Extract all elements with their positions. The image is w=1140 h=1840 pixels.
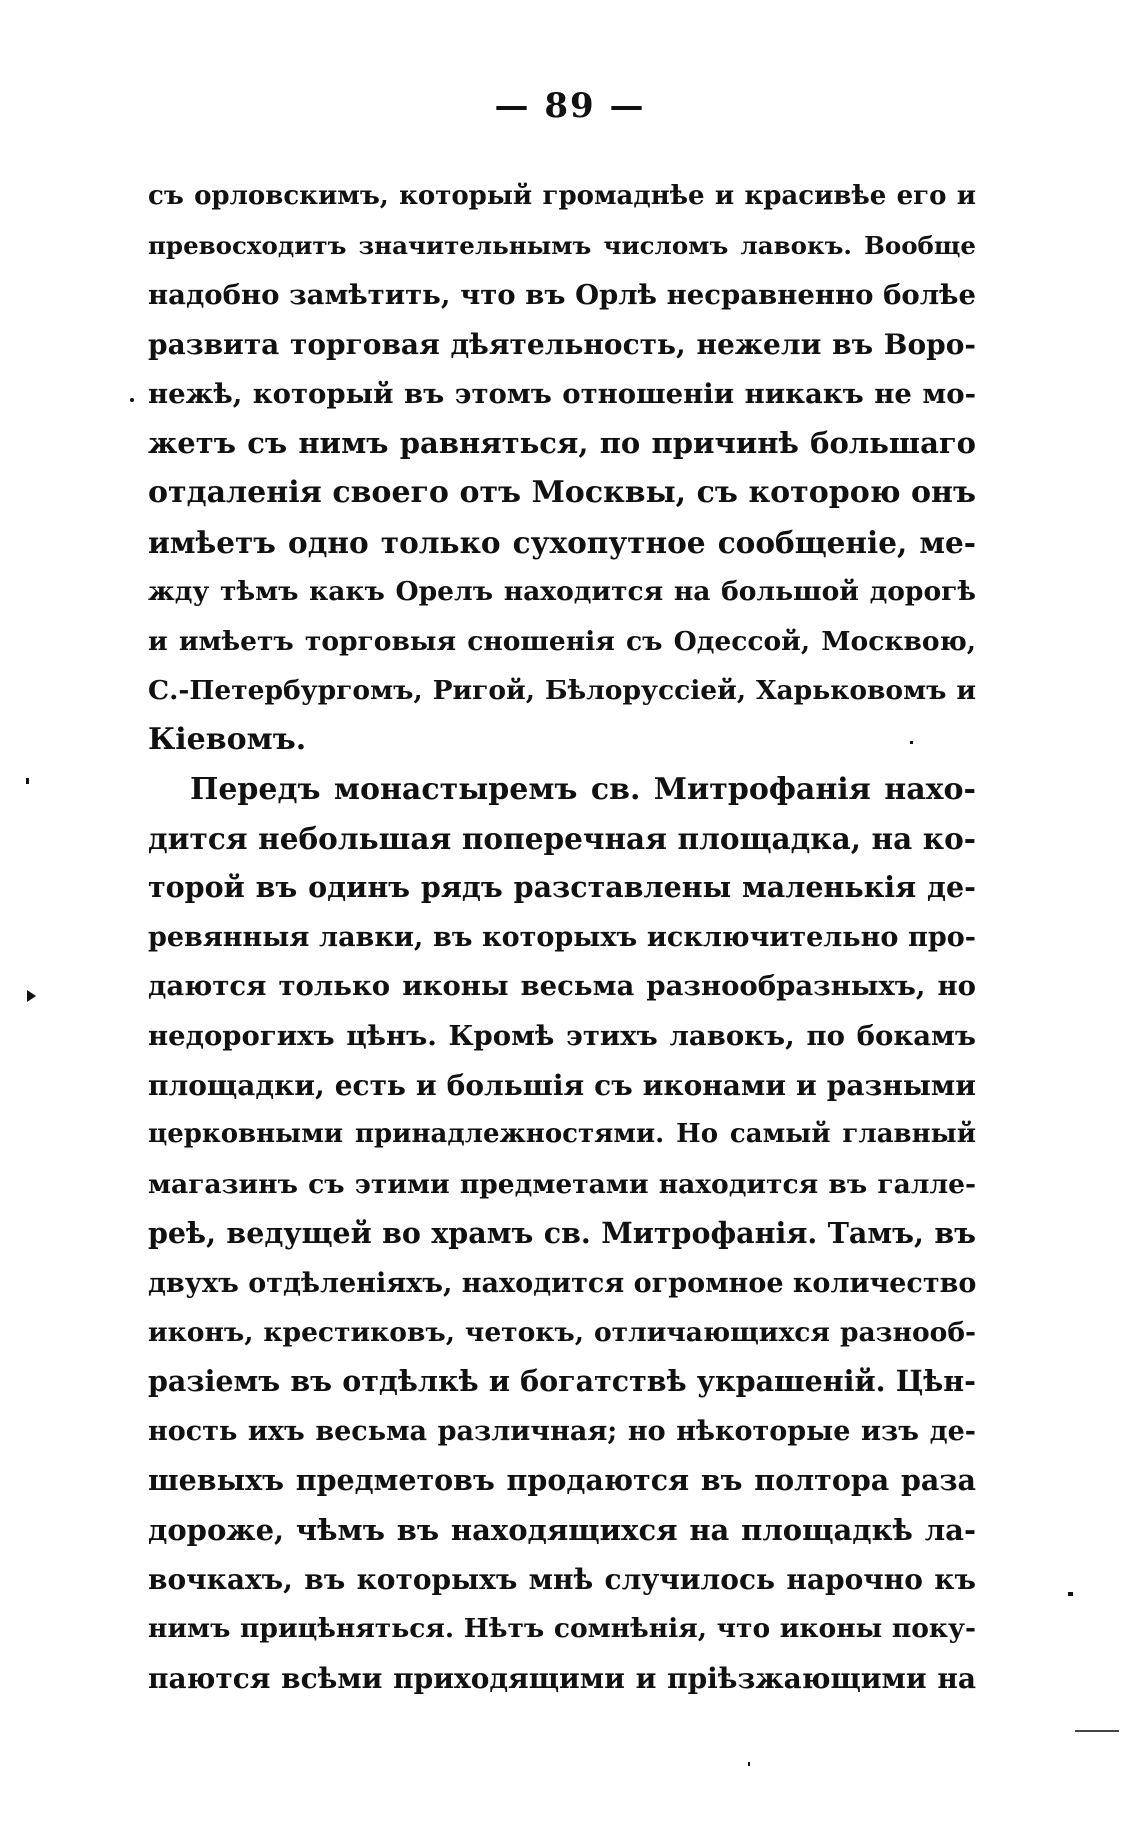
scan-rule-mark xyxy=(1075,1730,1119,1732)
text-line: дороже, чѣмъ въ находящихся на площадкѣ ла- xyxy=(148,1512,976,1547)
text-line: нежѣ, который въ этомъ отношеніи никакъ не мо- xyxy=(148,377,976,410)
scan-speck xyxy=(748,1762,750,1766)
text-line: С.-Петербургомъ, Ригой, Бѣлоруссіей, Харьковомъ и xyxy=(148,674,976,706)
text-line: площадки, есть и большія съ иконами и разными xyxy=(148,1069,976,1103)
text-line: недорогихъ цѣнъ. Кромѣ этихъ лавокъ, по бокамъ xyxy=(148,1019,976,1052)
text-line: магазинъ съ этими предметами находится въ галле- xyxy=(148,1168,976,1200)
text-line: ревянныя лавки, въ которыхъ исключительно про- xyxy=(148,921,976,953)
text-line: реѣ, ведущей во храмъ св. Митрофанія. Тамъ, въ xyxy=(148,1216,976,1251)
text-line: отдаленія своего отъ Москвы, съ которою онъ xyxy=(148,475,976,511)
text-line: надобно замѣтить, что въ Орлѣ несравненно болѣе xyxy=(148,278,976,311)
text-line: вочкахъ, въ которыхъ мнѣ случилось нарочно къ xyxy=(148,1562,976,1596)
text-line: нимъ прицѣняться. Нѣтъ сомнѣнія, что иконы поку- xyxy=(148,1613,976,1645)
paragraph-start-line: Передъ монастыремъ св. Митрофанія нахо- xyxy=(190,771,976,807)
text-line: даются только иконы весьма разнообразныхъ, но xyxy=(148,970,976,1003)
scan-speck xyxy=(130,398,134,402)
text-line: превосходитъ значительнымъ числомъ лавокъ. Вообще xyxy=(148,231,976,261)
text-line: шевыхъ предметовъ продаются въ полтора раза xyxy=(148,1463,976,1498)
text-line: развита торговая дѣятельность, нежели въ Воро- xyxy=(148,328,976,362)
text-line: торой въ одинъ рядъ разставлены маленькія де- xyxy=(148,870,976,905)
text-line: двухъ отдѣленіяхъ, находится огромное количество xyxy=(148,1267,976,1299)
text-line: церковными принадлежностями. Но самый главный xyxy=(148,1119,976,1150)
text-line: жду тѣмъ какъ Орелъ находится на большой дорогѣ xyxy=(148,576,976,608)
scan-speck xyxy=(26,778,29,784)
text-line: разіемъ въ отдѣлкѣ и богатствѣ украшеній. Цѣн- xyxy=(148,1364,976,1399)
text-line: имѣетъ одно только сухопутное сообщеніе, ме- xyxy=(148,524,976,560)
text-line: жетъ съ нимъ равняться, по причинѣ большаго xyxy=(148,425,976,460)
text-line: паются всѣми приходящими и пріѣзжающими на xyxy=(148,1661,976,1695)
text-line: и имѣетъ торговыя сношенія съ Одессой, Москвою, xyxy=(148,625,976,657)
scan-speck xyxy=(27,990,36,1002)
text-line: иконъ, крестиковъ, четокъ, отличающихся разнооб- xyxy=(148,1316,976,1348)
scan-speck xyxy=(1068,1592,1073,1596)
text-line: ность ихъ весьма различная; но нѣкоторые изъ де- xyxy=(148,1415,976,1447)
body-text xyxy=(148,172,976,1703)
text-line: съ орловскимъ, который громаднѣе и красивѣе его и xyxy=(148,181,976,211)
scan-speck xyxy=(910,741,913,744)
page-number: — 89 — xyxy=(494,86,646,126)
text-line: дится небольшая поперечная площадка, на ко- xyxy=(148,821,976,857)
text-line: Кіевомъ. xyxy=(148,722,307,758)
